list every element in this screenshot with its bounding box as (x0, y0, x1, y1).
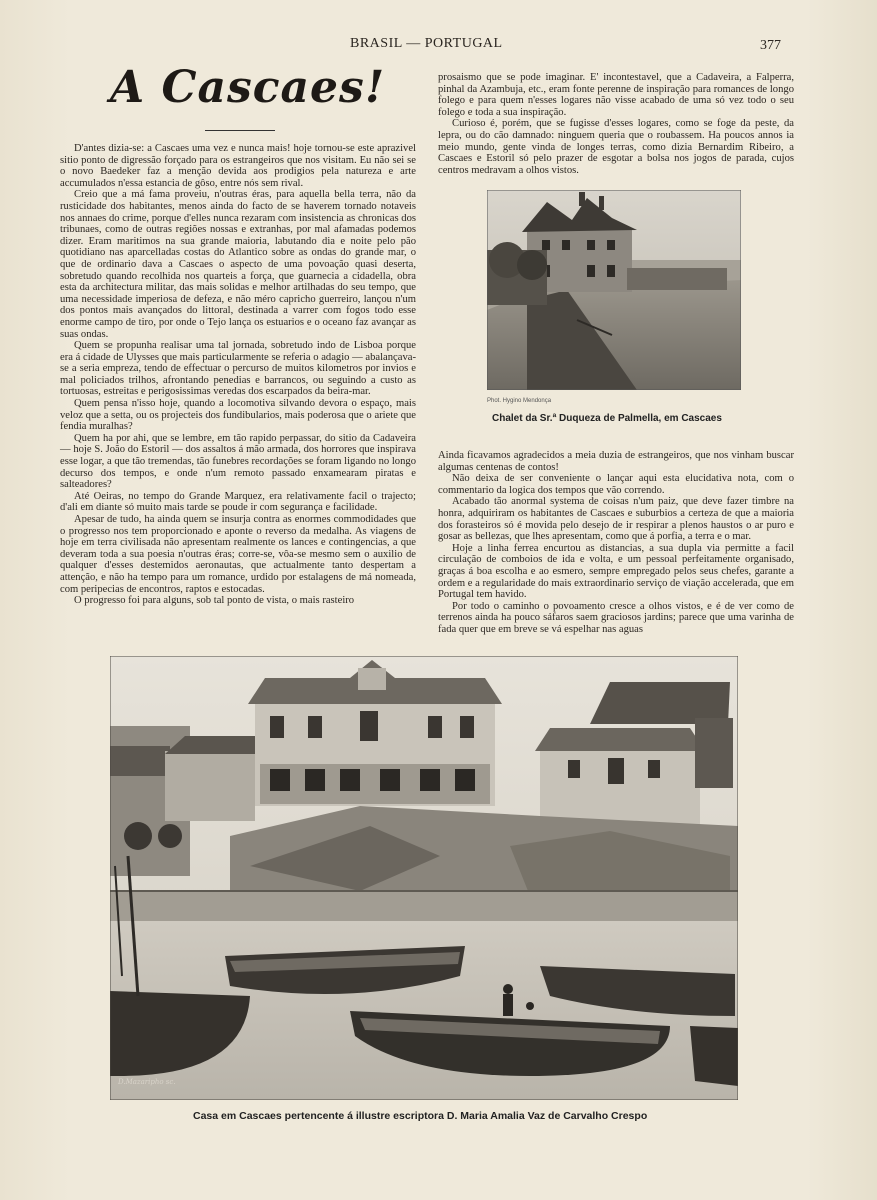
house-caption: Casa em Cascaes pertencente á illustre escriptora D. Maria Amalia Vaz de Carvalho Crespo (193, 1110, 648, 1122)
paragraph: O progresso foi para alguns, sob tal ponto de vista, o mais rasteiro (74, 595, 355, 607)
chalet-caption: Chalet da Sr.ª Duqueza de Palmella, em Cascaes (492, 413, 722, 424)
article-title: A Cascaes! (110, 62, 386, 113)
left-column (60, 143, 416, 607)
running-head: BRASIL — PORTUGAL (350, 36, 503, 51)
page-number: 377 (760, 38, 781, 53)
page-header (0, 36, 877, 56)
paragraph: Por todo o caminho o povoamento cresce a olhos vistos, e é de ver como de terrenos ainda ha pouco sáfaros saem graciosos jardins; parece que uma varinha de fada quer que em breve se vá espelhar nas aguas (438, 600, 794, 635)
paragraph: Ainda ficavamos agradecidos a meia duzia de estrangeiros, que nos vinham buscar algumas centenas de contos! (438, 450, 794, 473)
engraver-signature: D.Mazaripho sc. (118, 1078, 176, 1086)
paragraph: D'antes dizia-se: a Cascaes uma vez e nunca mais! hoje tornou-se este aprazivel sitio ponto de digressão forçado para os estrangeiros que nos visitam. Eu não sei se o novo Baedeker faz a menção devida aos prodigios pela natureza e arte accumulados n'essa estancia de gôso, entre nós sem rival. (60, 143, 416, 189)
cascaes-house-photo (110, 656, 738, 1100)
paragraph: Apesar de tudo, ha ainda quem se insurja contra as enormes commodidades que o progresso nos tem proporcionado e aponte o reverso da medalha. As viagens de hoje em terra civilisada não apresentam realmente os lances e contingencias, a que deveram toda a sua poesia n'outras éras; corre-se, vôa-se mesmo sem o auxilio de qualquer d'esses destemidos aeronautas, que actualmente tanto despertam a attenção, e não ha tempo para um romance, urdido por estalagens de má nomeada, com peripecias de encontros, raptos e estocadas. (60, 514, 416, 595)
paragraph: prosaismo que se pode imaginar. E' incontestavel, que a Cadaveira, a Falperra, pinhal da Azambuja, etc., eram fonte perenne de inspiração para romances de longo folego e para quem n'esses logares não visse acabado de uma só vez todo o seu folego e toda a sua inspiração. (438, 72, 794, 118)
paragraph: Quem se propunha realisar uma tal jornada, sobretudo indo de Lisboa porque era á cidade de Ulysses que mais particularmente se referia o adagio — abalançava-se a seria empreza, tendo de effectuar o percurso de muitos kilometros por invios e mal policiados trilhos, afrontando penedias e barrancos, ou seguindo a custo as tortuosas, estreitas e perigosissimas veredas dos escarpados da beira-mar. (60, 340, 416, 398)
photo-credit: Phot. Hygino Mendonça (487, 398, 552, 404)
paragraph: Quem pensa n'isso hoje, quando a locomotiva silvando devora o espaço, mais veloz que a setta, ou os projecteis dos fundibularios, mais poderosa que o ariete que fendia muralhas? (60, 398, 416, 433)
paragraph: Curioso é, porém, que se fugisse d'esses logares, como se foge da peste, da lepra, ou do cão damnado: ninguem queria que o roubassem. Ha poucos annos ia meio mundo, gente vinda de longes terras, como dizia Bernardim Ribeiro, a Cascaes e Estoril só pelo prazer de esgotar a bolsa nos jogos de parada, cujos centros medravam a olhos vistos. (438, 118, 794, 176)
paragraph: Acabado tão anormal systema de coisas n'um paiz, que deve fazer timbre na honra, adquiriram os habitantes de Cascaes e suburbios a certeza de que a maioria dos forasteiros só é movida pelo desejo de ir respirar a plenos haustos o ar puro e gosar as bellezas, que lhes apresentam, como que á porfia, a terra e o mar. (438, 496, 794, 543)
right-column-top (438, 72, 794, 176)
chalet-photo (487, 190, 741, 390)
paragraph: Creio que a má fama proveiu, n'outras éras, para aquella bella terra, não da rusticidade dos habitantes, menos ainda do facto de se haverem tornado notaveis nos annaes do crime, porque d'elles nunca rezaram com insistencia as chronicas dos tribunaes, como de outras regiões nossas e extranhas, por mal afamadas podemos dizer. Eram maritimos na sua grande maioria, labutando dia e noite pelo pão quotidiano nas aparcelladas costas do Atlantico sobre as ondas do grande mar, o que de ordinario dava a Cascaes o aspecto de uma povoação quasi deserta, sobretudo quando recolhida nos quarteis a força, que guarnecia a cidadella, obra esta da architectura militar, das mais solidas e melhor artilhadas do seu tempo, que uma necessidade imperiosa de defeza, e não méro capricho guerreiro, lançou n'um dos pontos mais avançados do littoral, destinada a varrer com fogos todo esse enorme campo de tiro, por onde o Tejo lança os estuarios e o oceano faz avançar as suas ondas. (60, 189, 416, 340)
right-column-bottom (438, 450, 794, 636)
title-rule (205, 130, 275, 131)
paragraph: Hoje a linha ferrea encurtou as distancias, a sua dupla via permitte a facil circulação de comboios de ida e volta, e um pessoal perfeitamente organisado, graças á boa escolha e ao esmero, sempre empregado pelos seus chefes, garante a ordem e a regularidade do mais extraordinario serviço de viação accelerada, que em Portugal tem havido. (438, 542, 794, 601)
paragraph: Até Oeiras, no tempo do Grande Marquez, era relativamente facil o trajecto; d'ali em diante só muito mais tarde se poude ir com segurança e facilidade. (60, 490, 416, 514)
paragraph: Não deixa de ser conveniente o lançar aqui esta elucidativa nota, com o commentario da logica dos tempos que vão correndo. (438, 473, 794, 496)
paragraph: Quem ha por ahi, que se lembre, em tão rapido perpassar, do sitio da Cadaveira — hoje S. João do Estoril — dos assaltos á mão armada, dos horrores que inspirava esse logar, a que tão tremendas, tão funebres recordações se foram ligando no longo decurso dos tempos, e onde n'um remoto passado enxamearam piratas e salteadores? (60, 432, 416, 491)
